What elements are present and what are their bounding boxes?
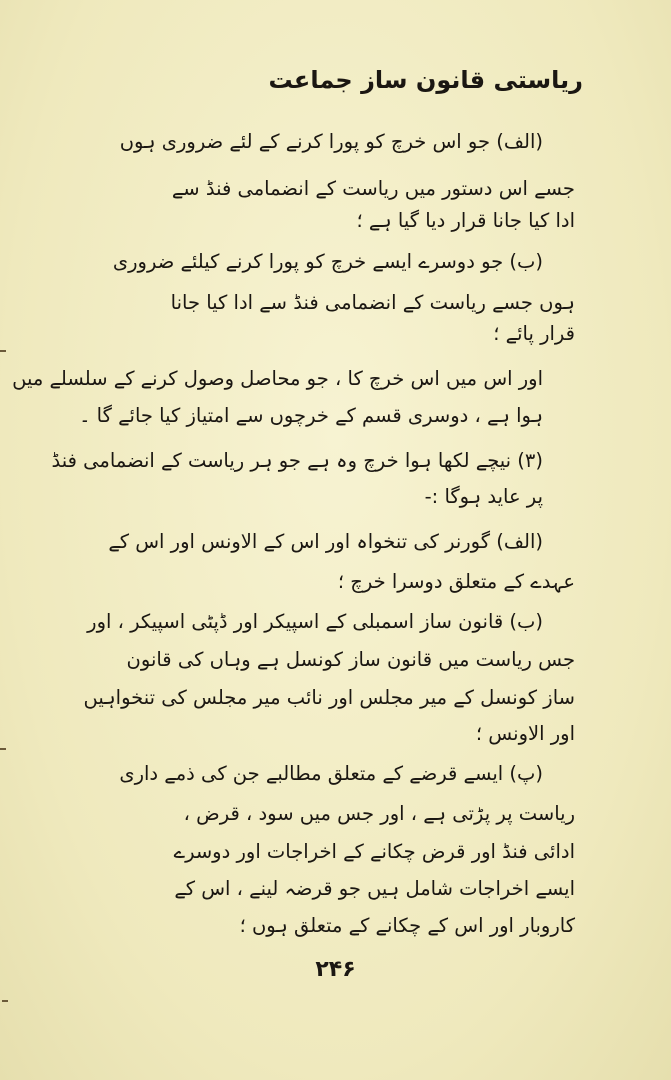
text-line: (ب) جو دوسرے ایسے خرچ کو پورا کرنے کیلئے ضروری [112, 250, 543, 273]
text-line: اور الاونس ؛ [475, 722, 575, 745]
text-line: جسے اس دستور میں ریاست کے انضمامی فنڈ سے [171, 177, 575, 200]
running-header: ریاستی قانون ساز جماعت [268, 66, 583, 94]
edge-mark [2, 1000, 8, 1002]
text-line: (۳) نیچے لکھا ہوا خرچ وہ ہے جو ہر ریاست کے انضمامی فنڈ [51, 449, 543, 472]
text-line: (پ) ایسے قرضے کے متعلق مطالبے جن کی ذمے داری [119, 762, 543, 785]
edge-mark [0, 748, 6, 750]
text-line: (الف) گورنر کی تنخواہ اور اس کے الاونس اور اس کے [108, 530, 543, 553]
text-line: اور اس میں اس خرچ کا ، جو محاصل وصول کرنے کے سلسلے میں [12, 367, 543, 390]
text-line: (الف) جو اس خرچ کو پورا کرنے کے لئے ضروری ہوں [119, 130, 543, 153]
text-line: ایسے اخراجات شامل ہیں جو قرضہ لینے ، اس کے [174, 877, 575, 900]
text-line: (ب) قانون ساز اسمبلی کے اسپیکر اور ڈپٹی اسپیکر ، اور [87, 610, 543, 633]
text-line: عہدے کے متعلق دوسرا خرچ ؛ [337, 570, 575, 593]
text-line: قرار پائے ؛ [493, 322, 575, 345]
text-line: پر عاید ہوگا :- [424, 485, 543, 508]
text-line: ہوں جسے ریاست کے انضمامی فنڈ سے ادا کیا جانا [170, 291, 575, 314]
text-line: ریاست پر پڑتی ہے ، اور جس میں سود ، قرض ، [183, 802, 575, 825]
text-line: کاروبار اور اس کے چکانے کے متعلق ہوں ؛ [239, 914, 575, 937]
text-line: ہوا ہے ، دوسری قسم کے خرچوں سے امتیاز کیا جائے گا ۔ [79, 404, 543, 427]
text-line: ادا کیا جانا قرار دیا گیا ہے ؛ [356, 209, 575, 232]
edge-mark [0, 350, 6, 352]
text-line: ساز کونسل کے میر مجلس اور نائب میر مجلس کی تنخواہیں [83, 686, 575, 709]
text-line: ادائی فنڈ اور قرض چکانے کے اخراجات اور دوسرے [173, 840, 575, 863]
page-number: ۲۴۶ [315, 957, 356, 982]
text-line: جس ریاست میں قانون ساز کونسل ہے وہاں کی قانون [126, 648, 575, 671]
